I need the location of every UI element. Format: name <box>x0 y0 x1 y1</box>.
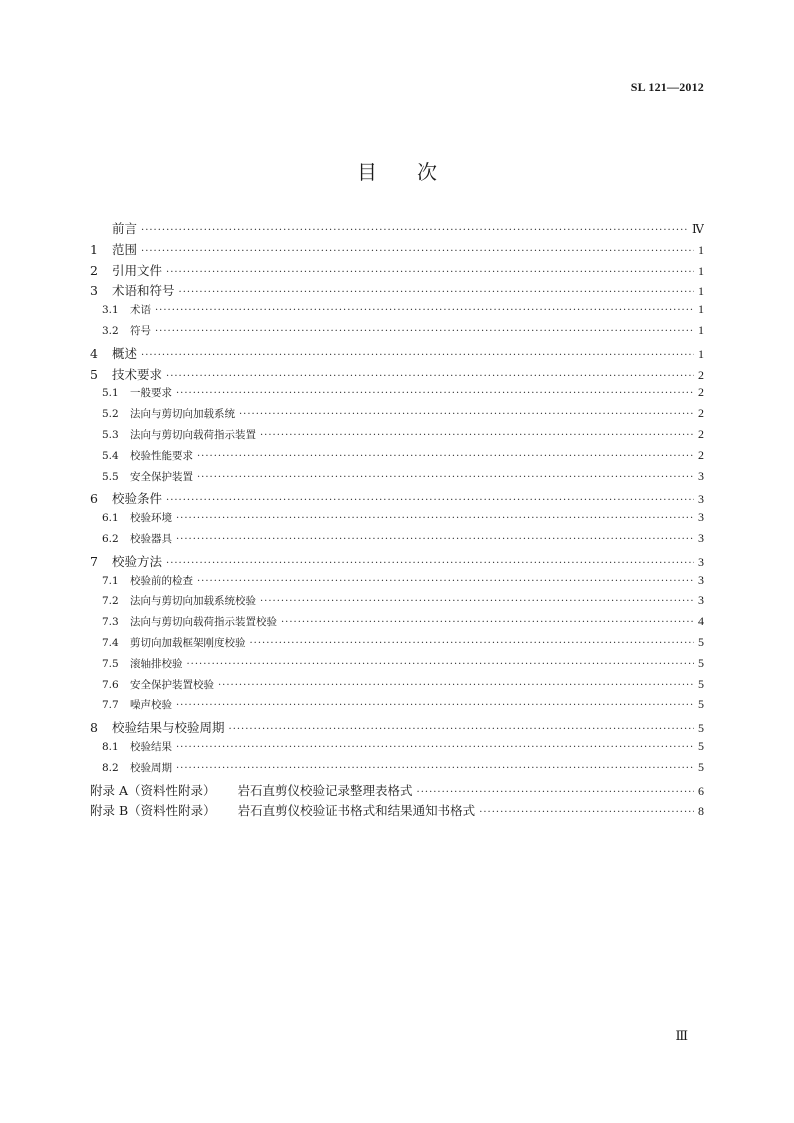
toc-entry-number: 7.4 <box>102 636 119 649</box>
toc-entry-number: 2 <box>90 262 98 278</box>
toc-entry-label: 术语 <box>130 304 151 317</box>
toc-leader-dots <box>479 807 694 818</box>
toc-entry[interactable] <box>90 677 704 698</box>
toc-entry[interactable] <box>90 573 704 594</box>
page-number: Ⅲ <box>675 1028 688 1043</box>
toc-entry-number: 7.3 <box>102 616 119 629</box>
toc-entry-number: 3.1 <box>102 304 119 317</box>
toc-leader-dots <box>141 350 694 361</box>
toc-entry[interactable] <box>90 323 704 344</box>
toc-entry[interactable] <box>90 219 704 240</box>
toc-leader-dots <box>260 430 694 441</box>
toc-entry[interactable] <box>90 593 704 614</box>
title-char-1: 目 <box>357 160 377 184</box>
toc-entry-label: 技术要求 <box>112 366 163 382</box>
toc-entry-page: 5 <box>698 697 704 712</box>
toc-entry[interactable] <box>90 469 704 490</box>
toc-entry-label: 一般要求 <box>130 387 172 400</box>
toc-entry-label: 校验环境 <box>130 512 172 525</box>
toc-entry-label: 安全保护装置 <box>130 470 193 483</box>
toc-leader-dots <box>166 495 694 506</box>
toc-entry-page: 3 <box>698 510 704 525</box>
toc-entry-number: 5 <box>90 366 98 382</box>
page-title <box>0 156 794 185</box>
toc-entry[interactable] <box>90 656 704 677</box>
toc-entry-number: 8.1 <box>102 740 119 753</box>
toc-entry[interactable] <box>90 427 704 448</box>
toc-entry[interactable] <box>90 240 704 261</box>
toc-entry-label: 术语和符号 <box>112 283 175 299</box>
toc-leader-dots <box>166 371 694 382</box>
toc-entry-label: 校验性能要求 <box>130 449 193 462</box>
toc-leader-dots <box>176 763 694 774</box>
toc-entry-label: 概述 <box>112 345 138 361</box>
toc-entry[interactable] <box>90 261 704 282</box>
toc-entry-number: 3.2 <box>102 324 119 337</box>
toc-leader-dots <box>176 513 694 524</box>
toc-entry-number: 6 <box>90 491 98 507</box>
toc-entry-page: 3 <box>698 468 704 483</box>
toc-entry[interactable] <box>90 489 704 510</box>
toc-leader-dots <box>155 326 694 337</box>
toc-entry-number: 5.3 <box>102 428 119 441</box>
toc-entry-number: 8 <box>90 720 98 736</box>
toc-entry[interactable] <box>90 302 704 323</box>
toc-entry-label: 剪切向加载框架刚度校验 <box>130 636 246 649</box>
toc-entry-page: 5 <box>698 676 704 691</box>
toc-leader-dots <box>197 576 694 587</box>
toc-entry-number: 附录 A（资料性附录） <box>90 782 216 798</box>
toc-entry-label: 安全保护装置校验 <box>130 678 214 691</box>
toc-entry-number: 5.4 <box>102 449 119 462</box>
toc-leader-dots <box>141 225 688 236</box>
title-char-2: 次 <box>417 160 437 184</box>
toc-leader-dots <box>187 659 695 670</box>
toc-entry-number: 4 <box>90 345 98 361</box>
toc-entry-page: 5 <box>698 721 704 736</box>
toc-entry[interactable] <box>90 697 704 718</box>
toc-entry-page: 1 <box>698 322 704 337</box>
toc-entry[interactable] <box>90 635 704 656</box>
toc-entry-label: 符号 <box>130 324 151 337</box>
standard-code: SL 121—2012 <box>630 80 704 94</box>
toc-entry[interactable] <box>90 781 704 802</box>
toc-entry[interactable] <box>90 281 704 302</box>
toc-entry-label: 校验条件 <box>112 491 163 507</box>
toc-leader-dots <box>260 596 694 607</box>
toc-entry-label: 法向与剪切向载荷指示装置校验 <box>130 616 277 629</box>
toc-leader-dots <box>176 742 694 753</box>
toc-entry[interactable] <box>90 614 704 635</box>
toc-leader-dots <box>218 680 694 691</box>
toc-entry-page: 3 <box>698 492 704 507</box>
toc-entry-label: 滚轴排校验 <box>130 657 183 670</box>
toc-entry-label: 噪声校验 <box>130 699 172 712</box>
toc-entry-page: 2 <box>698 426 704 441</box>
toc-entry-number: 5.2 <box>102 408 119 421</box>
toc-entry-number: 1 <box>90 241 98 257</box>
toc-entry-number: 7.1 <box>102 574 119 587</box>
toc-entry-page: 1 <box>698 263 704 278</box>
toc-entry-number: 3 <box>90 283 98 299</box>
toc-entry-page: 3 <box>698 554 704 569</box>
toc-leader-dots <box>179 287 694 298</box>
toc-entry-label: 校验前的检查 <box>130 574 193 587</box>
toc-leader-dots <box>197 451 694 462</box>
toc-entry-number: 5.1 <box>102 387 119 400</box>
toc-entry-label: 校验器具 <box>130 532 172 545</box>
toc-leader-dots <box>176 534 694 545</box>
toc-leader-dots <box>155 305 694 316</box>
toc-entry-page: 2 <box>698 406 704 421</box>
toc-entry-number: 7 <box>90 553 98 569</box>
toc-entry-page: 1 <box>698 242 704 257</box>
toc-entry[interactable] <box>90 739 704 760</box>
toc-entry[interactable] <box>90 365 704 386</box>
toc-entry-label: 法向与剪切向加载系统 <box>130 408 235 421</box>
toc-entry[interactable] <box>90 552 704 573</box>
toc-leader-dots <box>166 267 694 278</box>
toc-entry[interactable] <box>90 385 704 406</box>
toc-entry-page: 2 <box>698 367 704 382</box>
toc-entry-page: 1 <box>698 302 704 317</box>
toc-entry[interactable] <box>90 531 704 552</box>
toc-entry-number: 7.2 <box>102 595 119 608</box>
toc-leader-dots <box>417 787 694 798</box>
toc-entry[interactable] <box>90 801 704 822</box>
toc-entry-label: 校验方法 <box>112 553 163 569</box>
toc-entry-page: 1 <box>698 346 704 361</box>
toc-entry-page: 5 <box>698 738 704 753</box>
toc-entry-page: 4 <box>698 614 704 629</box>
toc-entry-number: 7.7 <box>102 699 119 712</box>
toc-entry-label: 引用文件 <box>112 262 163 278</box>
toc-entry[interactable] <box>90 718 704 739</box>
toc-entry-page: 3 <box>698 572 704 587</box>
toc-entry-label: 校验结果 <box>130 740 172 753</box>
toc-entry-page: 2 <box>698 447 704 462</box>
toc-entry[interactable] <box>90 760 704 781</box>
toc-entry[interactable] <box>90 448 704 469</box>
toc-entry-label: 法向与剪切向载荷指示装置 <box>130 428 256 441</box>
toc-entry-label: 岩石直剪仪校验记录整理表格式 <box>237 782 413 798</box>
toc-entry-page: Ⅳ <box>692 222 704 236</box>
toc-entry-label: 前言 <box>112 221 138 236</box>
toc-entry-label: 范围 <box>112 241 138 257</box>
toc-entry-page: 5 <box>698 634 704 649</box>
toc-entry-page: 3 <box>698 530 704 545</box>
toc-entry[interactable] <box>90 510 704 531</box>
toc-entry-page: 3 <box>698 593 704 608</box>
toc-entry-page: 5 <box>698 759 704 774</box>
toc-leader-dots <box>239 409 694 420</box>
toc-entry-page: 5 <box>698 655 704 670</box>
toc-entry[interactable] <box>90 344 704 365</box>
toc-entry-number: 7.5 <box>102 657 119 670</box>
toc-entry-number: 8.2 <box>102 761 119 774</box>
toc-entry-number: 6.2 <box>102 532 119 545</box>
toc-entry-number: 6.1 <box>102 512 119 525</box>
toc-leader-dots <box>229 724 694 735</box>
table-of-contents <box>90 219 704 822</box>
toc-entry-label: 校验周期 <box>130 761 172 774</box>
toc-entry-label: 岩石直剪仪校验证书格式和结果通知书格式 <box>237 803 476 819</box>
toc-entry-page: 1 <box>698 284 704 299</box>
toc-entry[interactable] <box>90 406 704 427</box>
toc-entry-number: 7.6 <box>102 678 119 691</box>
toc-entry-page: 2 <box>698 385 704 400</box>
toc-leader-dots <box>250 638 695 649</box>
toc-entry-label: 校验结果与校验周期 <box>112 720 225 736</box>
toc-leader-dots <box>197 472 694 483</box>
toc-entry-number: 附录 B（资料性附录） <box>90 803 216 819</box>
toc-leader-dots <box>176 388 694 399</box>
toc-leader-dots <box>166 558 694 569</box>
toc-entry-page: 6 <box>698 783 704 798</box>
toc-leader-dots <box>141 246 694 257</box>
toc-entry-page: 8 <box>698 804 704 819</box>
toc-leader-dots <box>176 700 694 711</box>
toc-entry-label: 法向与剪切向加载系统校验 <box>130 595 256 608</box>
toc-leader-dots <box>281 617 694 628</box>
toc-entry-number: 5.5 <box>102 470 119 483</box>
